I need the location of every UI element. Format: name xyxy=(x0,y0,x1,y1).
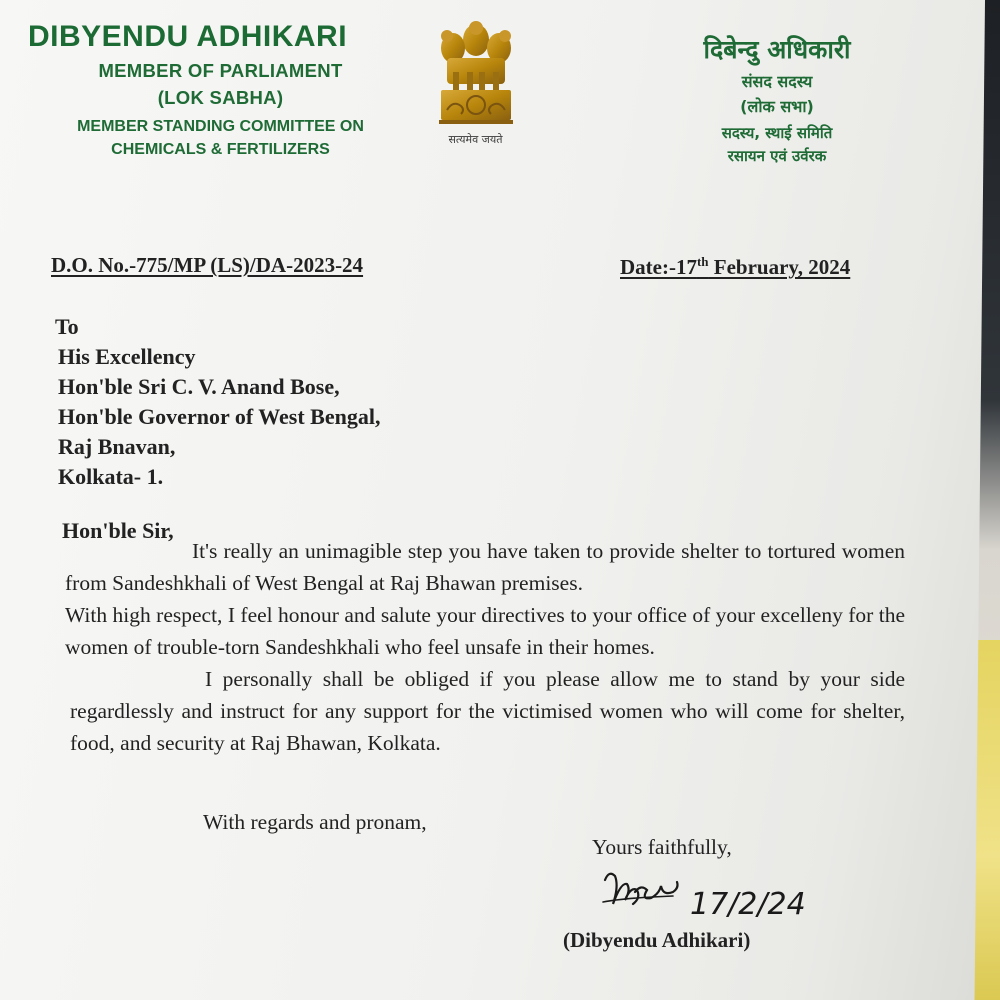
mp-name-hindi: दिबेन्दु अधिकारी xyxy=(703,35,851,64)
date-prefix: Date:-17 xyxy=(620,255,697,279)
letter-date xyxy=(620,254,850,280)
salutation: Hon'ble Sir, xyxy=(62,518,174,543)
address-line-1: His Excellency xyxy=(58,344,196,369)
address-line-4: Raj Bnavan, xyxy=(58,434,176,459)
handwritten-signature xyxy=(595,862,810,922)
mp-name-english: DIBYENDU ADHIKARI xyxy=(28,20,348,53)
letterhead-hindi xyxy=(672,32,882,166)
house-english: (LOK SABHA) xyxy=(157,87,284,108)
signatory-name: (Dibyendu Adhikari) xyxy=(563,928,751,952)
body-paragraph-3: I personally shall be obliged if you please allow me to stand by your side regardlessly and instruct for any support for the victimised women who will come for shelter, food, and security at Raj Bhawan, Kolkata. xyxy=(70,667,905,755)
designation-hindi: संसद सदस्य xyxy=(741,72,813,91)
house-hindi: (लोक सभा) xyxy=(740,97,814,116)
date-ordinal-suffix: th xyxy=(696,254,709,269)
address-line-5: Kolkata- 1. xyxy=(58,464,164,489)
address-line-3: Hon'ble Governor of West Bengal, xyxy=(58,404,381,429)
signature-date: 17/2/24 xyxy=(690,887,806,922)
national-emblem xyxy=(428,14,523,154)
body-paragraph-1: It's really an unimagible step you have taken to provide shelter to tortured women from Sandeshkhali of West Bengal at Raj Bhawan premises. xyxy=(65,539,905,595)
date-rest: February, 2024 xyxy=(708,255,851,279)
letterhead-english xyxy=(28,20,413,159)
body-paragraph-2: With high respect, I feel honour and salute your directives to your office of your excelleny for the women of trouble-torn Sandeshkhali who feel unsafe in their homes. xyxy=(65,603,905,659)
committee-line2-hindi: रसायन एवं उर्वरक xyxy=(727,147,827,165)
closing-line: Yours faithfully, xyxy=(592,835,732,859)
lion-capital-icon xyxy=(433,14,519,132)
regards-line: With regards and pronam, xyxy=(203,810,427,834)
do-reference-number: D.O. No.-775/MP (LS)/DA-2023-24 xyxy=(51,253,364,277)
address-line-2: Hon'ble Sri C. V. Anand Bose, xyxy=(58,374,340,399)
emblem-motto: सत्यमेव जयते xyxy=(448,133,503,146)
address-to: To xyxy=(55,314,79,339)
committee-line1-english: MEMBER STANDING COMMITTEE ON xyxy=(77,118,364,135)
recipient-address xyxy=(55,312,380,492)
committee-line1-hindi: सदस्य, स्थाई समिति xyxy=(721,124,833,142)
letter-body xyxy=(65,535,905,759)
committee-line2-english: CHEMICALS & FERTILIZERS xyxy=(111,141,330,158)
signature-scribble xyxy=(595,862,810,922)
designation-english: MEMBER OF PARLIAMENT xyxy=(98,60,343,81)
